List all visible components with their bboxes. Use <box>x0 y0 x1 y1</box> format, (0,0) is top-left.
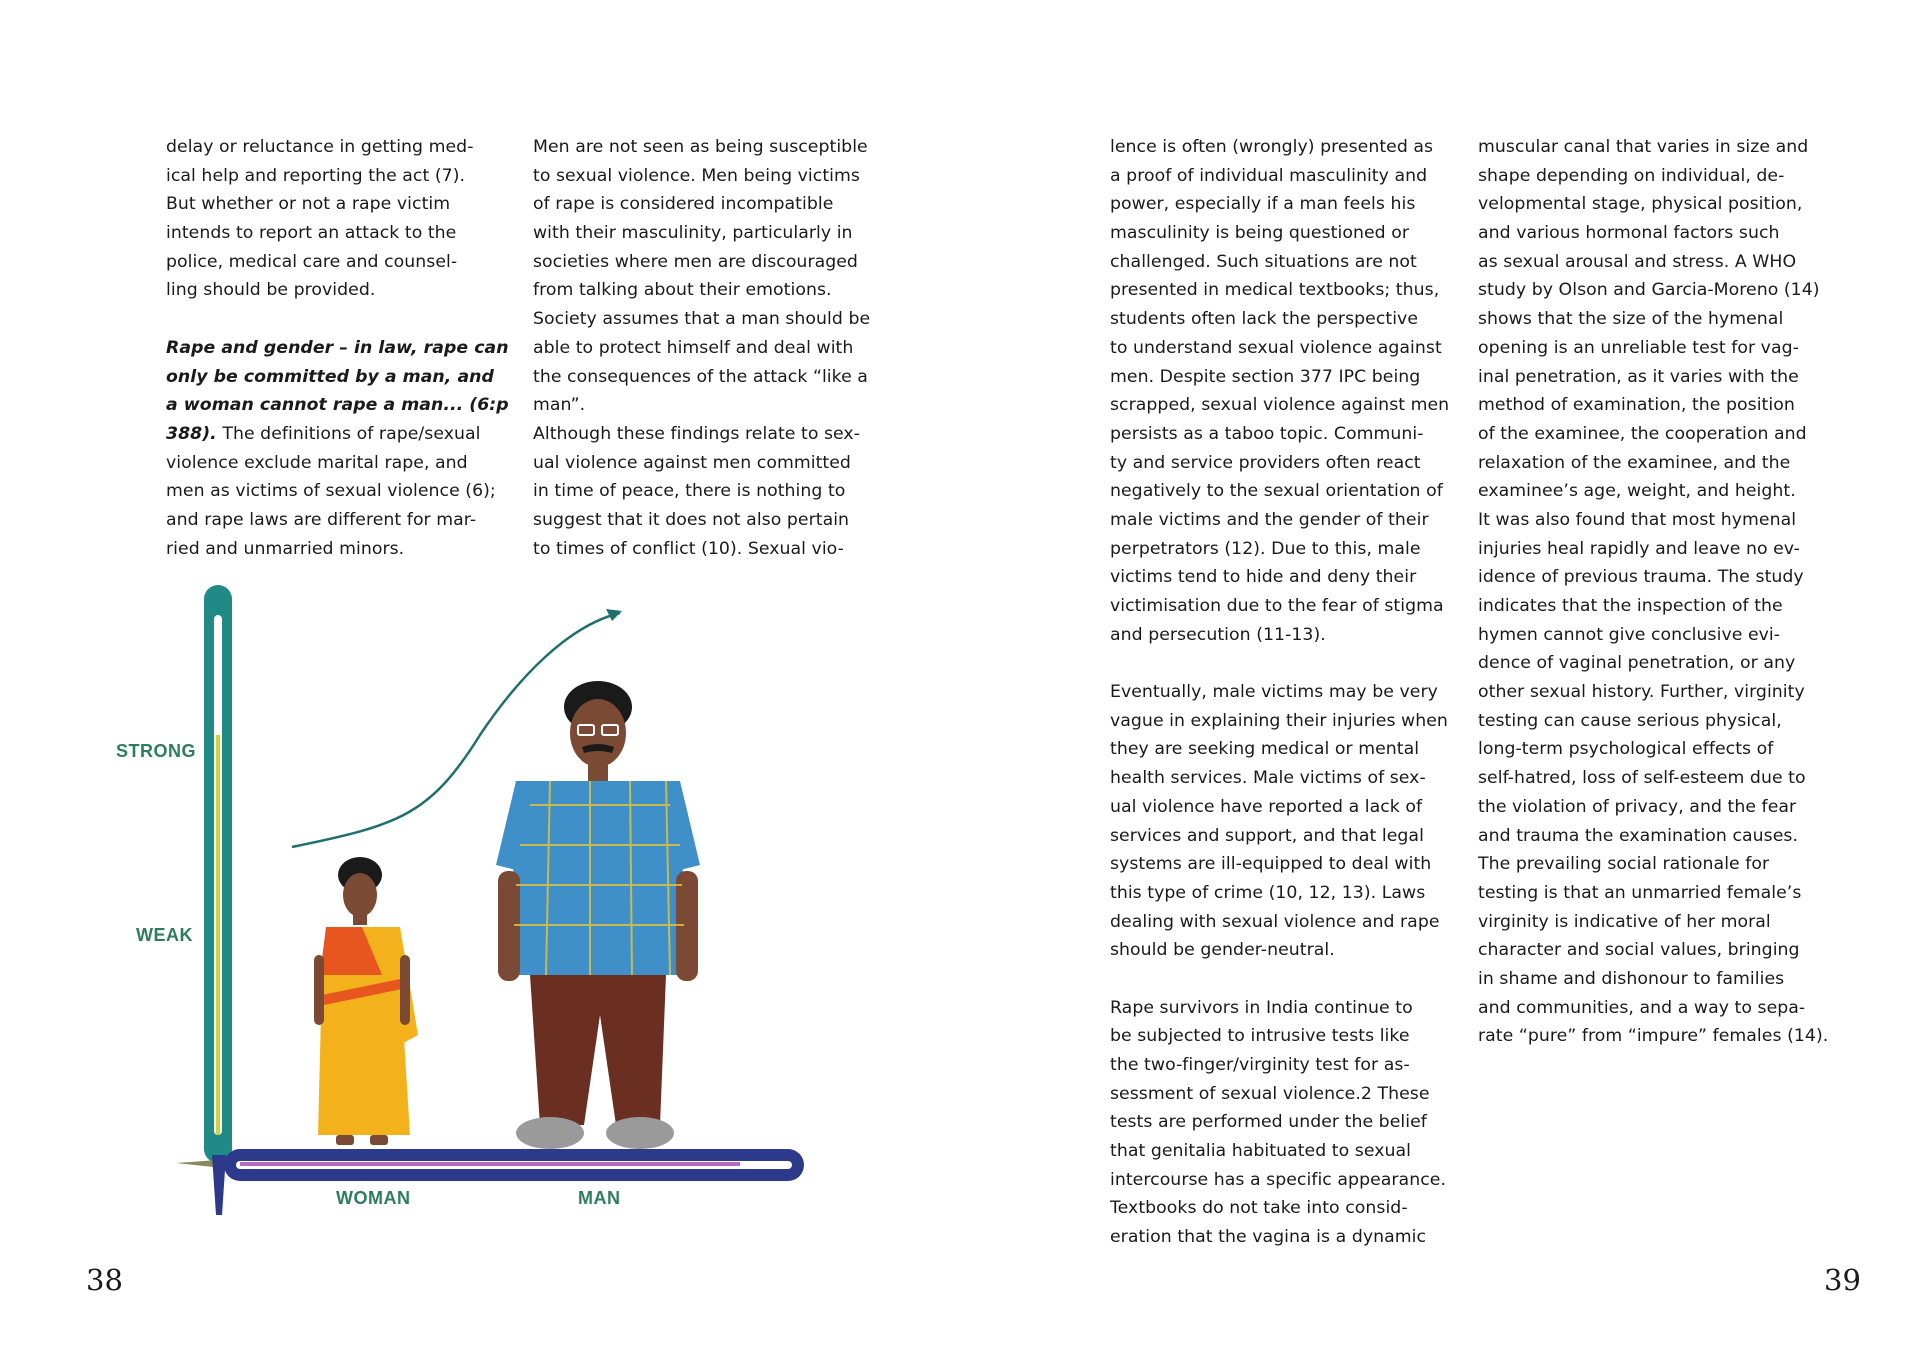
text-line: testing can cause serious physical, <box>1478 710 1782 731</box>
regular-text: ling should be provided. <box>166 280 376 301</box>
text-line <box>166 477 509 506</box>
text-line: ty and service providers often react <box>1110 452 1421 473</box>
text-line: Textbooks do not take into consid- <box>1110 1198 1408 1219</box>
text-line: dealing with sexual violence and rape <box>1110 911 1440 932</box>
horizontal-pen-axis <box>212 1149 804 1215</box>
text-line <box>166 334 509 363</box>
text-line: shows that the size of the hymenal <box>1478 309 1784 330</box>
left-column-2 <box>533 133 870 563</box>
text-line: suggest that it does not also pertain <box>533 509 850 530</box>
text-line: examinee’s age, weight, and height. <box>1478 481 1796 502</box>
paragraph-gap <box>1110 965 1449 994</box>
text-line: systems are ill-equipped to deal with <box>1110 854 1432 875</box>
text-line: students often lack the perspective <box>1110 309 1419 330</box>
text-line: method of examination, the position <box>1478 395 1795 416</box>
text-line: in time of peace, there is nothing to <box>533 481 846 502</box>
text-line: testing is that an unmarried female’s <box>1478 882 1802 903</box>
text-line: persists as a taboo topic. Communi- <box>1110 423 1424 444</box>
text-line <box>166 248 509 277</box>
regular-text: police, medical care and counsel- <box>166 251 458 272</box>
text-line: the violation of privacy, and the fear <box>1478 796 1797 817</box>
bold-italic-text: Rape and gender – in law, rape can <box>166 337 509 358</box>
text-line: The prevailing social rationale for <box>1478 854 1770 875</box>
right-column-1 <box>1110 133 1449 1252</box>
illustration-svg <box>100 575 820 1225</box>
text-line: indicates that the inspection of the <box>1478 596 1783 616</box>
regular-text: men as victims of sexual violence (6); <box>166 481 496 502</box>
text-line: hymen cannot give conclusive evi- <box>1478 624 1781 645</box>
text-line: virginity is indicative of her moral <box>1478 911 1771 932</box>
text-line: Rape survivors in India continue to <box>1110 997 1413 1018</box>
text-line: Society assumes that a man should be <box>533 309 871 330</box>
text-line: intercourse has a specific appearance. <box>1110 1169 1446 1190</box>
text-line: with their masculinity, particularly in <box>533 223 853 244</box>
text-line: societies where men are discouraged <box>533 251 858 272</box>
text-line: that genitalia habituated to sexual <box>1110 1141 1411 1162</box>
regular-text: The definitions of rape/sexual <box>216 423 481 444</box>
text-line: idence of previous trauma. The study <box>1478 567 1804 588</box>
regular-text: ried and unmarried minors. <box>166 538 405 559</box>
text-line: the two-finger/virginity test for as- <box>1110 1055 1410 1075</box>
regular-text: violence exclude marital rape, and <box>166 452 468 473</box>
page-number-left: 38 <box>86 1263 123 1297</box>
text-line: dence of vaginal penetration, or any <box>1478 653 1796 674</box>
text-line: man”. <box>533 395 586 416</box>
text-line <box>166 420 509 449</box>
text-line: Eventually, male victims may be very <box>1110 682 1438 703</box>
text-line: of rape is considered incompatible <box>533 194 834 215</box>
text-line: opening is an unreliable test for vag- <box>1478 337 1799 358</box>
text-line: this type of crime (10, 12, 13). Laws <box>1110 882 1426 903</box>
text-line <box>166 133 509 162</box>
text-line: victims tend to hide and deny their <box>1110 567 1417 588</box>
text-line: scrapped, sexual violence against men <box>1110 395 1450 416</box>
text-line: It was also found that most hymenal <box>1478 509 1797 530</box>
bold-italic-text: a woman cannot rape a man... (6:p <box>166 395 509 416</box>
text-line: relaxation of the examinee, and the <box>1478 452 1791 473</box>
text-line: masculinity is being questioned or <box>1110 223 1409 244</box>
text-line: sessment of sexual violence.2 These <box>1110 1083 1430 1104</box>
text-line <box>166 391 509 420</box>
regular-text: ical help and reporting the act (7). <box>166 165 466 186</box>
text-line: injuries heal rapidly and leave no ev- <box>1478 538 1800 559</box>
text-line: of the examinee, the cooperation and <box>1478 423 1807 444</box>
text-line: to sexual violence. Men being victims <box>533 165 860 186</box>
text-line: velopmental stage, physical position, <box>1478 194 1803 215</box>
label-strong: STRONG <box>116 741 197 761</box>
paragraph-gap <box>1110 649 1449 678</box>
page-number-right: 39 <box>1824 1263 1861 1297</box>
right-column-2 <box>1478 133 1828 1051</box>
text-line: to times of conflict (10). Sexual vio- <box>533 538 844 559</box>
text-line: and various hormonal factors such <box>1478 223 1780 244</box>
text-line: should be gender-neutral. <box>1110 940 1335 961</box>
label-man: MAN <box>578 1188 621 1208</box>
text-line <box>166 535 509 564</box>
paragraph-gap <box>166 305 509 334</box>
text-line <box>166 162 509 191</box>
text-line: to understand sexual violence against <box>1110 337 1442 358</box>
text-line: they are seeking medical or mental <box>1110 739 1420 760</box>
text-line: a proof of individual masculinity and <box>1110 165 1428 186</box>
text-line <box>166 219 509 248</box>
text-line: long-term psychological effects of <box>1478 739 1774 760</box>
text-line: challenged. Such situations are not <box>1110 251 1417 272</box>
text-line: self-hatred, loss of self-esteem due to <box>1478 768 1806 789</box>
text-line: negatively to the sexual orientation of <box>1110 481 1443 502</box>
left-column-1 <box>166 133 509 563</box>
text-line: power, especially if a man feels his <box>1110 194 1416 215</box>
vertical-pencil-axis <box>176 585 232 1169</box>
text-line <box>166 363 509 392</box>
text-line: presented in medical textbooks; thus, <box>1110 280 1440 301</box>
text-line: able to protect himself and deal with <box>533 337 854 358</box>
text-line <box>166 506 509 535</box>
label-woman: WOMAN <box>336 1188 411 1208</box>
regular-text: and rape laws are different for mar- <box>166 509 477 530</box>
text-line: and persecution (11-13). <box>1110 624 1326 645</box>
text-line: Although these findings relate to sex- <box>533 423 860 444</box>
text-line: tests are performed under the belief <box>1110 1112 1427 1133</box>
text-line: shape depending on individual, de- <box>1478 165 1785 186</box>
text-line: ual violence have reported a lack of <box>1110 796 1423 817</box>
text-line: study by Olson and Garcia-Moreno (14) <box>1478 280 1820 301</box>
label-weak: WEAK <box>136 925 193 945</box>
text-line: vague in explaining their injuries when <box>1110 710 1448 731</box>
text-line: muscular canal that varies in size and <box>1478 137 1809 157</box>
text-line: health services. Male victims of sex- <box>1110 768 1426 789</box>
text-line <box>166 449 509 478</box>
bold-italic-text: 388). <box>166 423 217 444</box>
text-line: as sexual arousal and stress. A WHO <box>1478 251 1797 272</box>
woman-figure <box>314 857 418 1145</box>
text-line: eration that the vagina is a dynamic <box>1110 1227 1427 1248</box>
regular-text: intends to report an attack to the <box>166 223 457 244</box>
text-line: Men are not seen as being susceptible <box>533 137 868 157</box>
text-line: inal penetration, as it varies with the <box>1478 366 1799 387</box>
text-line: and communities, and a way to sepa- <box>1478 997 1806 1018</box>
text-line: rate “pure” from “impure” females (14). <box>1478 1026 1829 1047</box>
text-line: from talking about their emotions. <box>533 280 832 301</box>
regular-text: But whether or not a rape victim <box>166 194 451 215</box>
man-figure <box>496 681 700 1149</box>
text-line <box>166 190 509 219</box>
regular-text: delay or reluctance in getting med- <box>166 137 474 157</box>
text-line: character and social values, bringing <box>1478 940 1800 961</box>
illustration-strength-chart <box>100 575 820 1225</box>
text-line: other sexual history. Further, virginity <box>1478 682 1805 703</box>
bold-italic-text: only be committed by a man, and <box>166 366 494 387</box>
text-line: be subjected to intrusive tests like <box>1110 1026 1410 1047</box>
text-line: in shame and dishonour to families <box>1478 968 1785 989</box>
text-line: male victims and the gender of their <box>1110 509 1429 530</box>
text-line: and trauma the examination causes. <box>1478 825 1798 846</box>
text-line <box>166 276 509 305</box>
text-line: services and support, and that legal <box>1110 825 1424 846</box>
text-line: lence is often (wrongly) presented as <box>1110 137 1434 157</box>
text-line: perpetrators (12). Due to this, male <box>1110 538 1421 559</box>
text-line: victimisation due to the fear of stigma <box>1110 596 1444 616</box>
text-line: ual violence against men committed <box>533 452 851 473</box>
text-line: the consequences of the attack “like a <box>533 366 868 387</box>
text-line: men. Despite section 377 IPC being <box>1110 366 1421 387</box>
